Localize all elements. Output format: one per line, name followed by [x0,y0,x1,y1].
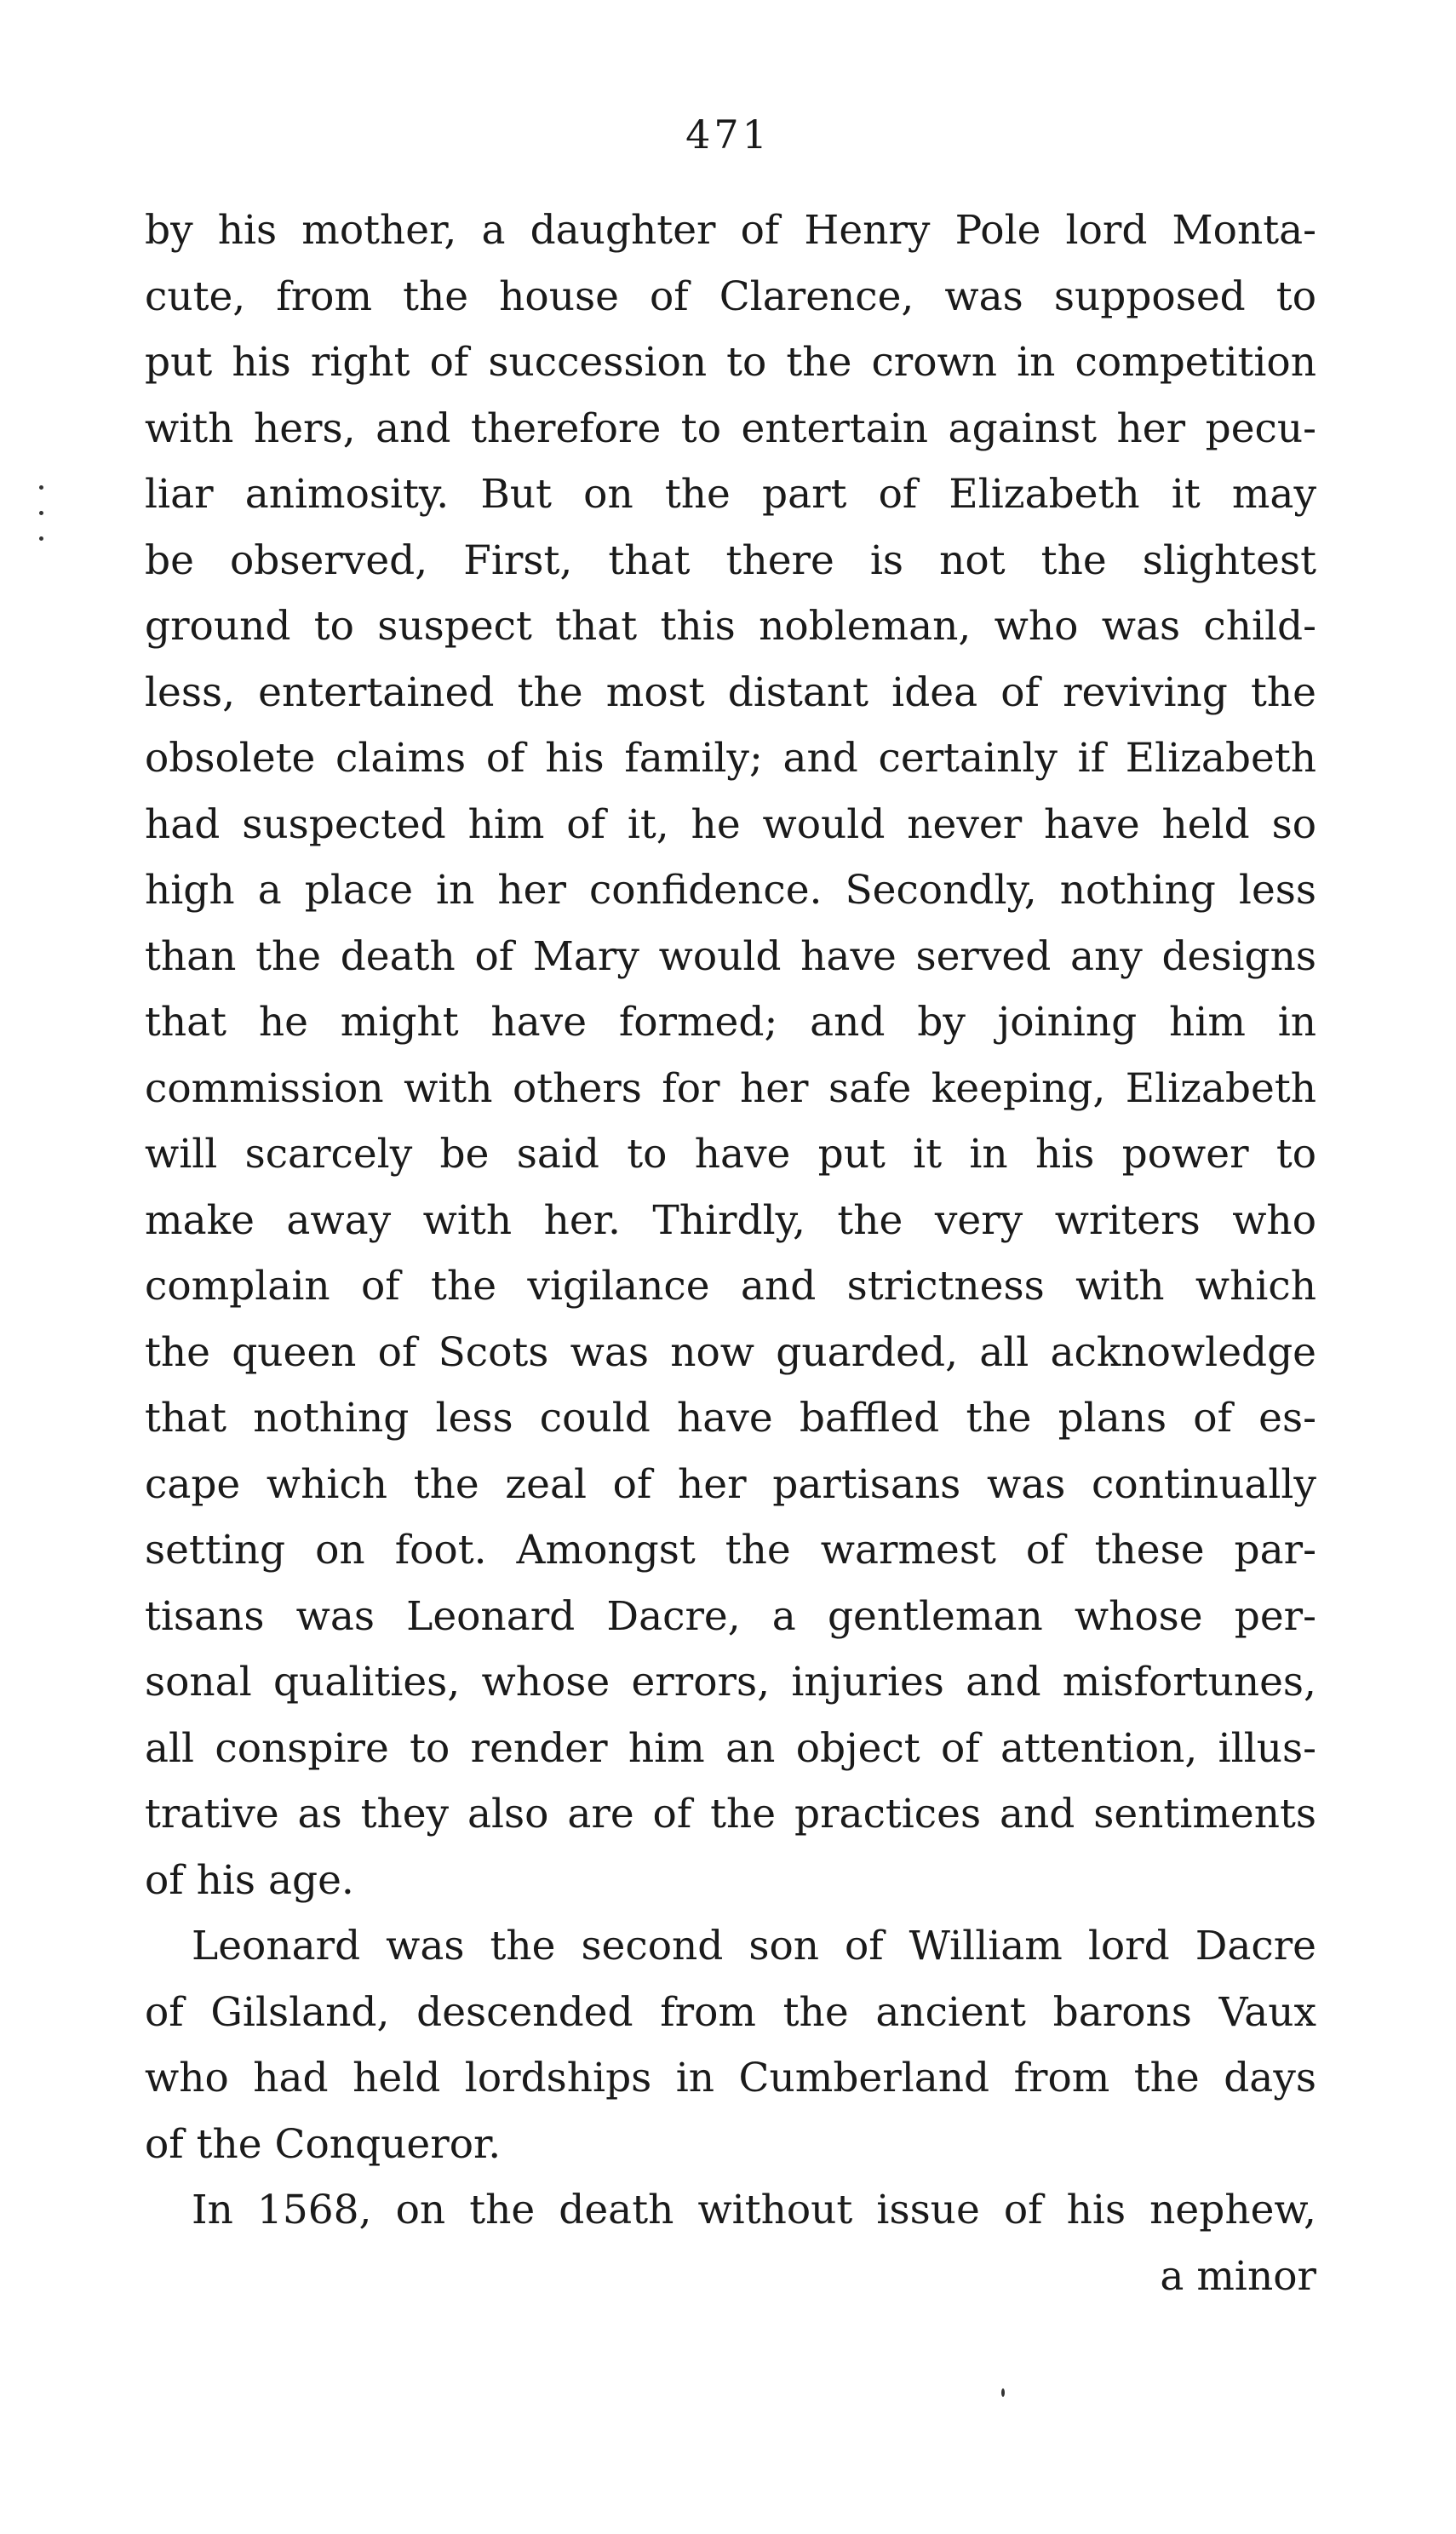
text-line: Leonard was the second son of William lord Dacre [192,1923,1316,1969]
text-line: make away with her. Thirdly, the very writers who [145,1196,1316,1244]
text-line: of the Conqueror. [145,2120,502,2168]
text-line: who had held lordships in Cumberland from the days [145,2055,1316,2101]
margin-dot [39,511,43,515]
margin-dot [39,536,43,541]
text-line: trative as they also are of the practices and sentiments [145,1791,1316,1837]
text-line: the queen of Scots was now guarded, all acknowledge [145,1328,1316,1376]
text-line: than the death of Mary would have served any designs [145,932,1316,980]
text-line: cute, from the house of Clarence, was supposed to [145,272,1316,320]
text-line: with hers, and therefore to entertain against her pecu- [145,404,1316,452]
text-line: tisans was Leonard Dacre, a gentleman whose per- [145,1592,1316,1640]
catchword: a minor [1160,2252,1316,2300]
text-line: commission with others for her safe keeping, Elizabeth [145,1064,1316,1112]
text-line: will scarcely be said to have put it in his power to [145,1131,1316,1178]
text-line: all conspire to render him an object of attention, illus- [145,1724,1316,1772]
text-line: obsolete claims of his family; and certainly if Elizabeth [145,735,1316,782]
text-line: that he might have formed; and by joining him in [145,999,1316,1046]
text-line: high a place in her confidence. Secondly, nothing less [145,867,1316,914]
text-line: that nothing less could have baffled the plans of es- [145,1395,1316,1442]
text-line: cape which the zeal of her partisans was continually [145,1460,1316,1508]
text-line: In 1568, on the death without issue of his nephew, [192,2187,1316,2233]
margin-dot [39,485,43,490]
text-line: setting on foot. Amongst the warmest of these par- [145,1527,1316,1574]
text-line: by his mother, a daughter of Henry Pole lord Monta- [145,207,1316,254]
text-line: less, entertained the most distant idea of reviving the [145,668,1316,716]
text-line: of his age. [145,1856,354,1904]
text-line: had suspected him of it, he would never have held so [145,800,1316,848]
text-line: put his right of succession to the crown in competition [145,339,1316,386]
text-line: complain of the vigilance and strictness with which [145,1263,1316,1310]
text-line: liar animosity. But on the part of Elizabeth it may [145,471,1316,518]
text-line: of Gilsland, descended from the ancient barons Vaux [145,1988,1316,2036]
page-number: 471 [685,112,771,158]
stray-mark [1001,2388,1005,2397]
body-text [145,198,1316,2309]
text-line: be observed, First, that there is not the slightest [145,536,1316,584]
text-line: sonal qualities, whose errors, injuries and misfortunes, [145,1659,1316,1706]
text-line: ground to suspect that this nobleman, who was child- [145,603,1316,650]
